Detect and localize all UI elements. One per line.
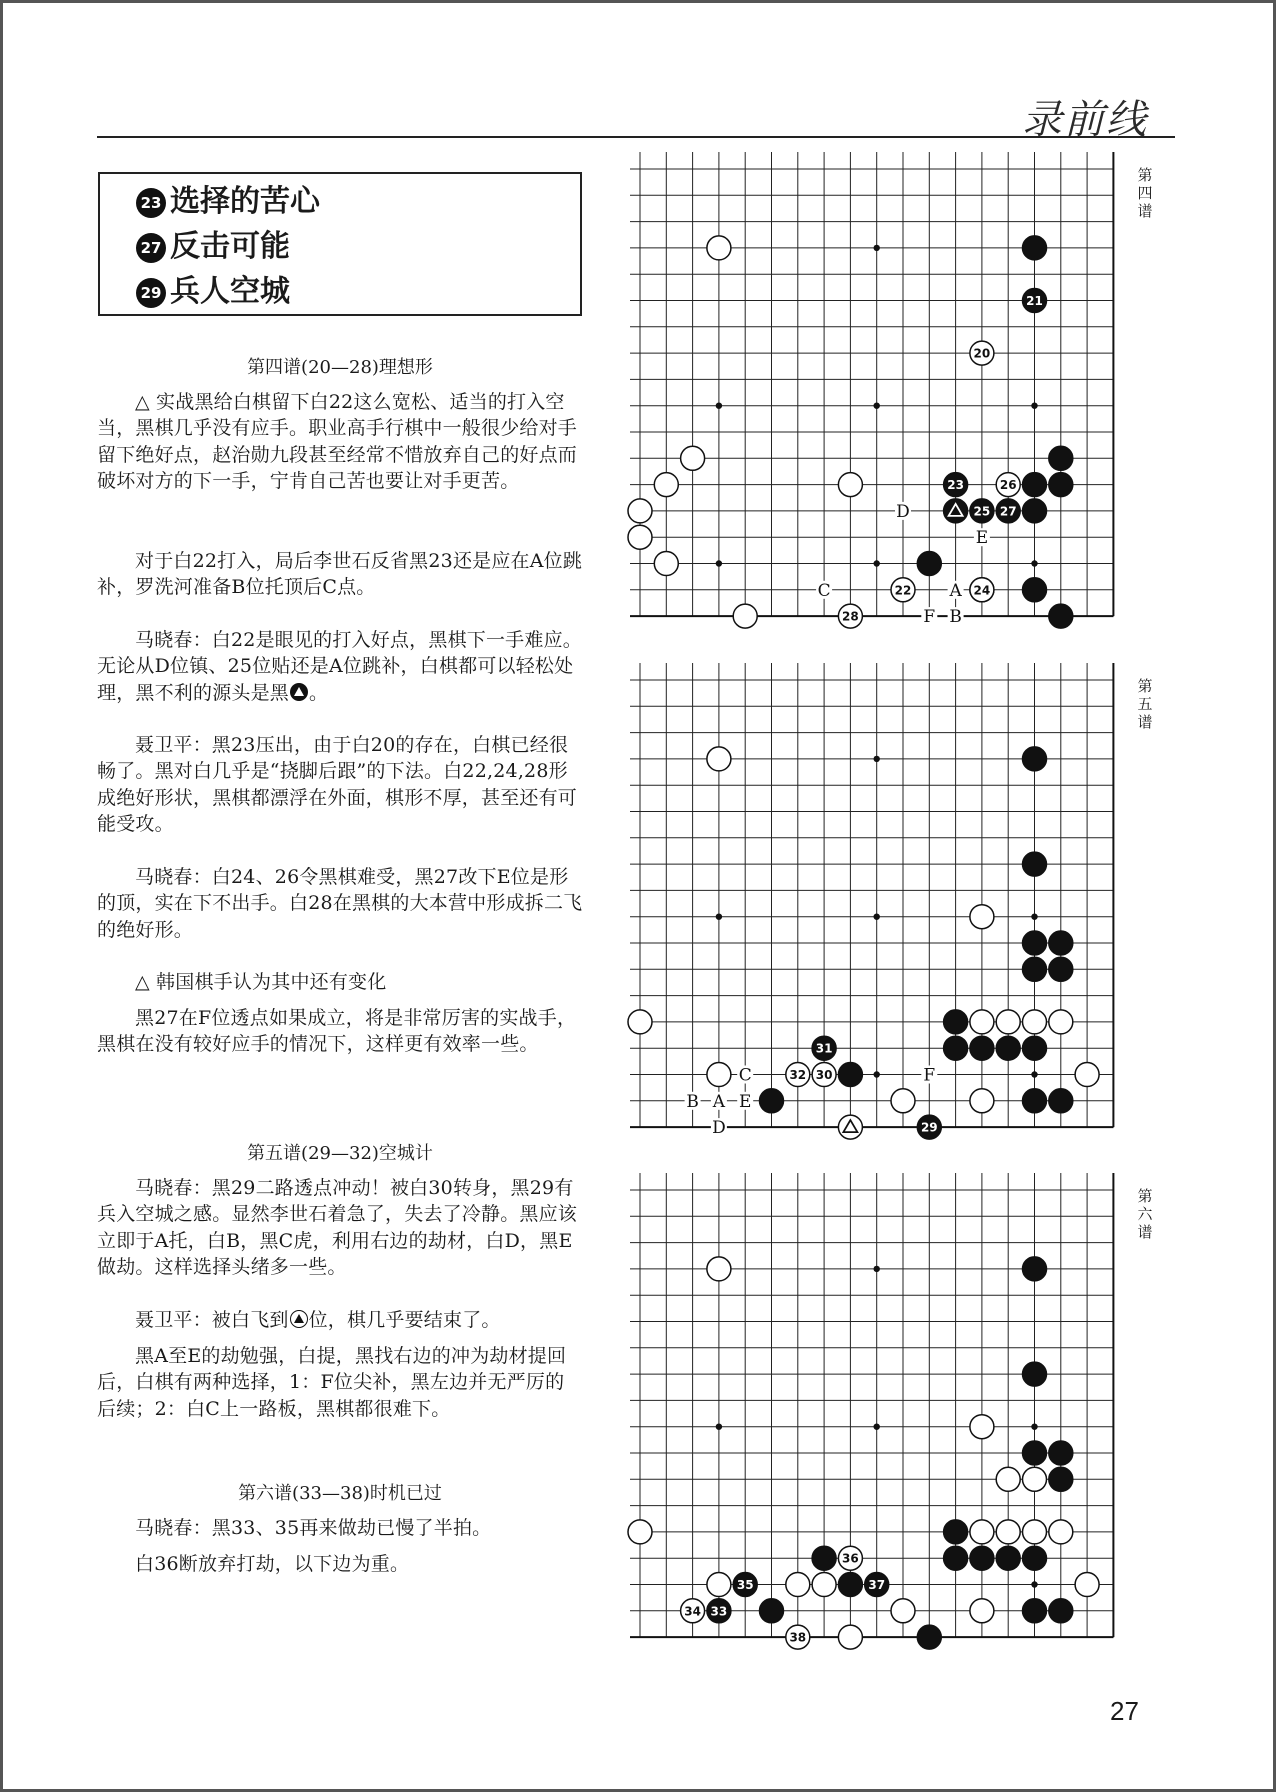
black-stone bbox=[760, 1089, 784, 1113]
point-letter: C bbox=[817, 580, 831, 601]
title-text: 选择的苦心 bbox=[170, 184, 320, 219]
white-stone bbox=[707, 236, 731, 260]
title-line bbox=[136, 182, 320, 222]
white-stone bbox=[1049, 1010, 1073, 1034]
white-stone bbox=[628, 499, 652, 523]
move-number: 29 bbox=[920, 1120, 938, 1135]
white-stone bbox=[654, 552, 678, 576]
white-stone bbox=[786, 1573, 810, 1597]
paragraph: 聂卫平：黑23压出，由于白20的存在，白棋已经很畅了。黑对白几乎是“挠脚后跟”的下法。白22,24,28形成绝好形状，黑棋都漂浮在外面，棋形不厚，甚至还有可能受攻。 bbox=[97, 734, 578, 836]
black-stone bbox=[996, 1546, 1020, 1570]
title-line bbox=[136, 227, 290, 267]
white-stone bbox=[996, 1467, 1020, 1491]
white-stone bbox=[996, 1010, 1020, 1034]
white-stone bbox=[1075, 1063, 1099, 1087]
move-number: 22 bbox=[894, 583, 912, 598]
move-number: 21 bbox=[1026, 294, 1043, 308]
paragraph: 对于白22打入，局后李世石反省黑23还是应在A位跳补，罗洗河准备B位托顶后C点。 bbox=[97, 550, 583, 599]
go-diagram-5 bbox=[630, 663, 1114, 1147]
point-letter: F bbox=[923, 607, 936, 628]
white-stone bbox=[707, 1573, 731, 1597]
move-number: 31 bbox=[815, 1041, 833, 1056]
point-letter: E bbox=[975, 528, 989, 549]
white-stone bbox=[970, 1520, 994, 1544]
paragraph: 白36断放弃打劫，以下边为重。 bbox=[135, 1553, 410, 1575]
black-stone bbox=[1023, 578, 1047, 602]
black-stone bbox=[970, 1036, 994, 1060]
diagram-label: 第 四 谱 bbox=[1137, 166, 1153, 220]
paragraph: △ 韩国棋手认为其中还有变化 bbox=[135, 971, 387, 993]
white-stone bbox=[707, 1257, 731, 1281]
white-stone bbox=[970, 1599, 994, 1623]
star-point bbox=[1031, 914, 1037, 920]
move-number: 33 bbox=[710, 1604, 728, 1619]
white-stone bbox=[970, 1089, 994, 1113]
diagram-label: 第 六 谱 bbox=[1137, 1187, 1153, 1241]
page-number: 27 bbox=[1110, 1696, 1139, 1726]
white-stone bbox=[891, 1089, 915, 1113]
black-stone bbox=[1049, 931, 1073, 955]
white-stone bbox=[628, 1520, 652, 1544]
diagram-label: 第 五 谱 bbox=[1137, 677, 1153, 731]
black-stone bbox=[1023, 1546, 1047, 1570]
white-stone bbox=[970, 1415, 994, 1439]
star-point bbox=[1031, 560, 1037, 566]
black-stone bbox=[1049, 957, 1073, 981]
move-number: 37 bbox=[868, 1578, 886, 1592]
star-point bbox=[874, 560, 880, 566]
black-stone bbox=[838, 1573, 862, 1597]
star-point bbox=[716, 1424, 722, 1430]
white-stone bbox=[891, 1599, 915, 1623]
paragraph: △ 实战黑给白棋留下白22这么宽松、适当的打入空当，黑棋几乎没有应手。职业高手行棋中一般很少给对手留下绝好点，赵治勋九段甚至经常不惜放弃自己的好点而破坏对方的下一手，宁肯自己苦也要让对手更苦。 bbox=[97, 391, 578, 493]
star-point bbox=[716, 403, 722, 409]
move-number: 25 bbox=[973, 504, 991, 519]
chapter-title-box bbox=[98, 172, 582, 316]
black-stone bbox=[944, 1036, 968, 1060]
black-stone bbox=[944, 1010, 968, 1034]
white-stone bbox=[707, 747, 731, 771]
title-line bbox=[136, 272, 290, 312]
move-number: 38 bbox=[789, 1630, 807, 1645]
point-letter: F bbox=[923, 1065, 936, 1086]
white-stone bbox=[838, 473, 862, 497]
black-stone bbox=[944, 1520, 968, 1544]
point-letter: D bbox=[712, 1118, 726, 1139]
move-number: 24 bbox=[973, 583, 991, 598]
black-stone bbox=[917, 552, 941, 576]
point-letter: B bbox=[686, 1091, 699, 1112]
star-point bbox=[874, 245, 880, 251]
black-stone bbox=[1023, 473, 1047, 497]
star-point bbox=[874, 1071, 880, 1077]
star-point bbox=[1031, 403, 1037, 409]
star-point bbox=[1031, 1581, 1037, 1587]
black-stone bbox=[1023, 236, 1047, 260]
white-stone bbox=[996, 1520, 1020, 1544]
white-stone bbox=[970, 905, 994, 929]
paragraph: 黑A至E的劫勉强，白提，黑找右边的冲为劫材提回后，白棋有两种选择，1：F位尖补，黑左边并无严厉的后续；2：白C上一路板，黑棋都很难下。 bbox=[97, 1345, 567, 1420]
marked-black-stone-icon bbox=[290, 683, 308, 701]
move-number-badge: 23 bbox=[136, 188, 166, 218]
star-point bbox=[874, 1266, 880, 1272]
white-stone bbox=[628, 525, 652, 549]
black-stone bbox=[838, 1063, 862, 1087]
black-stone bbox=[996, 1036, 1020, 1060]
point-letter: D bbox=[896, 501, 910, 522]
black-stone bbox=[1023, 1257, 1047, 1281]
white-stone bbox=[733, 604, 757, 628]
white-stone bbox=[681, 446, 705, 470]
move-number: 36 bbox=[842, 1551, 859, 1566]
white-stone bbox=[1049, 1520, 1073, 1544]
black-stone bbox=[760, 1599, 784, 1623]
black-stone bbox=[1049, 473, 1073, 497]
black-stone bbox=[1023, 499, 1047, 523]
black-stone bbox=[1023, 852, 1047, 876]
section-title: 第六谱(33—38)时机已过 bbox=[238, 1483, 442, 1504]
move-number: 32 bbox=[789, 1068, 807, 1082]
white-stone bbox=[812, 1573, 836, 1597]
black-stone bbox=[1023, 957, 1047, 981]
black-stone bbox=[1049, 1467, 1073, 1491]
move-number: 20 bbox=[973, 346, 991, 361]
point-letter: A bbox=[712, 1091, 726, 1112]
black-stone bbox=[1023, 1441, 1047, 1465]
move-number: 23 bbox=[947, 478, 964, 493]
star-point bbox=[874, 1424, 880, 1430]
point-letter: E bbox=[738, 1091, 752, 1112]
white-stone bbox=[628, 1010, 652, 1034]
white-stone bbox=[1023, 1520, 1047, 1544]
black-stone bbox=[1023, 1362, 1047, 1386]
marked-white-stone-icon bbox=[290, 1310, 308, 1328]
header-rule bbox=[97, 136, 1175, 138]
section-title: 第五谱(29—32)空城计 bbox=[247, 1143, 433, 1164]
black-stone bbox=[1049, 604, 1073, 628]
paragraph: 马晓春：白24、26令黑棋难受，黑27改下E位是形的顶，实在下不出手。白28在黑棋的大本营中形成拆二飞的绝好形。 bbox=[97, 866, 583, 941]
move-number: 28 bbox=[842, 609, 859, 624]
section-title: 第四谱(20—28)理想形 bbox=[247, 357, 433, 378]
white-stone bbox=[654, 473, 678, 497]
go-diagram-4 bbox=[630, 152, 1114, 636]
black-stone bbox=[1049, 446, 1073, 470]
black-stone bbox=[1023, 1036, 1047, 1060]
star-point bbox=[874, 756, 880, 762]
black-stone bbox=[1023, 931, 1047, 955]
running-header-title: 录前线 bbox=[1022, 97, 1148, 143]
black-stone bbox=[1049, 1599, 1073, 1623]
black-stone bbox=[917, 1625, 941, 1649]
white-stone bbox=[1023, 1467, 1047, 1491]
point-letter: A bbox=[949, 580, 962, 601]
title-text: 兵人空城 bbox=[170, 274, 290, 309]
black-stone bbox=[1049, 1089, 1073, 1113]
move-number: 35 bbox=[736, 1578, 754, 1592]
black-stone bbox=[812, 1546, 836, 1570]
go-diagram-6 bbox=[630, 1173, 1114, 1657]
black-stone bbox=[970, 1546, 994, 1570]
move-number: 30 bbox=[815, 1068, 833, 1082]
black-stone bbox=[1023, 1089, 1047, 1113]
black-stone bbox=[1049, 1441, 1073, 1465]
paragraph: 马晓春：白22是眼见的打入好点，黑棋下一手难应。无论从D位镇、25位贴还是A位跳补，白棋都可以轻松处理，黑不利的源头是黑 。 bbox=[97, 629, 582, 704]
point-letter: B bbox=[949, 607, 962, 628]
move-number: 34 bbox=[684, 1604, 701, 1619]
star-point bbox=[1031, 1424, 1037, 1430]
black-stone bbox=[1023, 747, 1047, 771]
title-text: 反击可能 bbox=[170, 229, 290, 264]
paragraph: 黑27在F位透点如果成立，将是非常厉害的实战手，黑棋在没有较好应手的情况下，这样更有效率一些。 bbox=[97, 1007, 577, 1056]
point-letter: C bbox=[738, 1065, 752, 1086]
white-stone bbox=[707, 1063, 731, 1087]
move-number: 26 bbox=[999, 478, 1017, 493]
move-number-badge: 29 bbox=[136, 278, 166, 308]
black-stone bbox=[1023, 1599, 1047, 1623]
move-number: 27 bbox=[999, 504, 1017, 519]
paragraph: 马晓春：黑33、35再来做劫已慢了半拍。 bbox=[135, 1517, 492, 1539]
move-number-badge: 27 bbox=[136, 233, 166, 263]
white-stone bbox=[970, 1010, 994, 1034]
white-stone bbox=[1023, 1010, 1047, 1034]
black-stone bbox=[944, 1546, 968, 1570]
star-point bbox=[874, 914, 880, 920]
paragraph: 聂卫平：被白飞到 位，棋几乎要结束了。 bbox=[135, 1309, 501, 1331]
white-stone bbox=[838, 1625, 862, 1649]
star-point bbox=[716, 914, 722, 920]
star-point bbox=[716, 560, 722, 566]
paragraph: 马晓春：黑29二路透点冲动！被白30转身，黑29有兵入空城之感。显然李世石着急了，失去了冷静。黑应该立即于A托，白B，黑C虎，利用右边的劫材，白D，黑E做劫。这样选择头绪多一些。 bbox=[97, 1177, 578, 1279]
star-point bbox=[874, 403, 880, 409]
star-point bbox=[1031, 1071, 1037, 1077]
white-stone bbox=[1075, 1573, 1099, 1597]
